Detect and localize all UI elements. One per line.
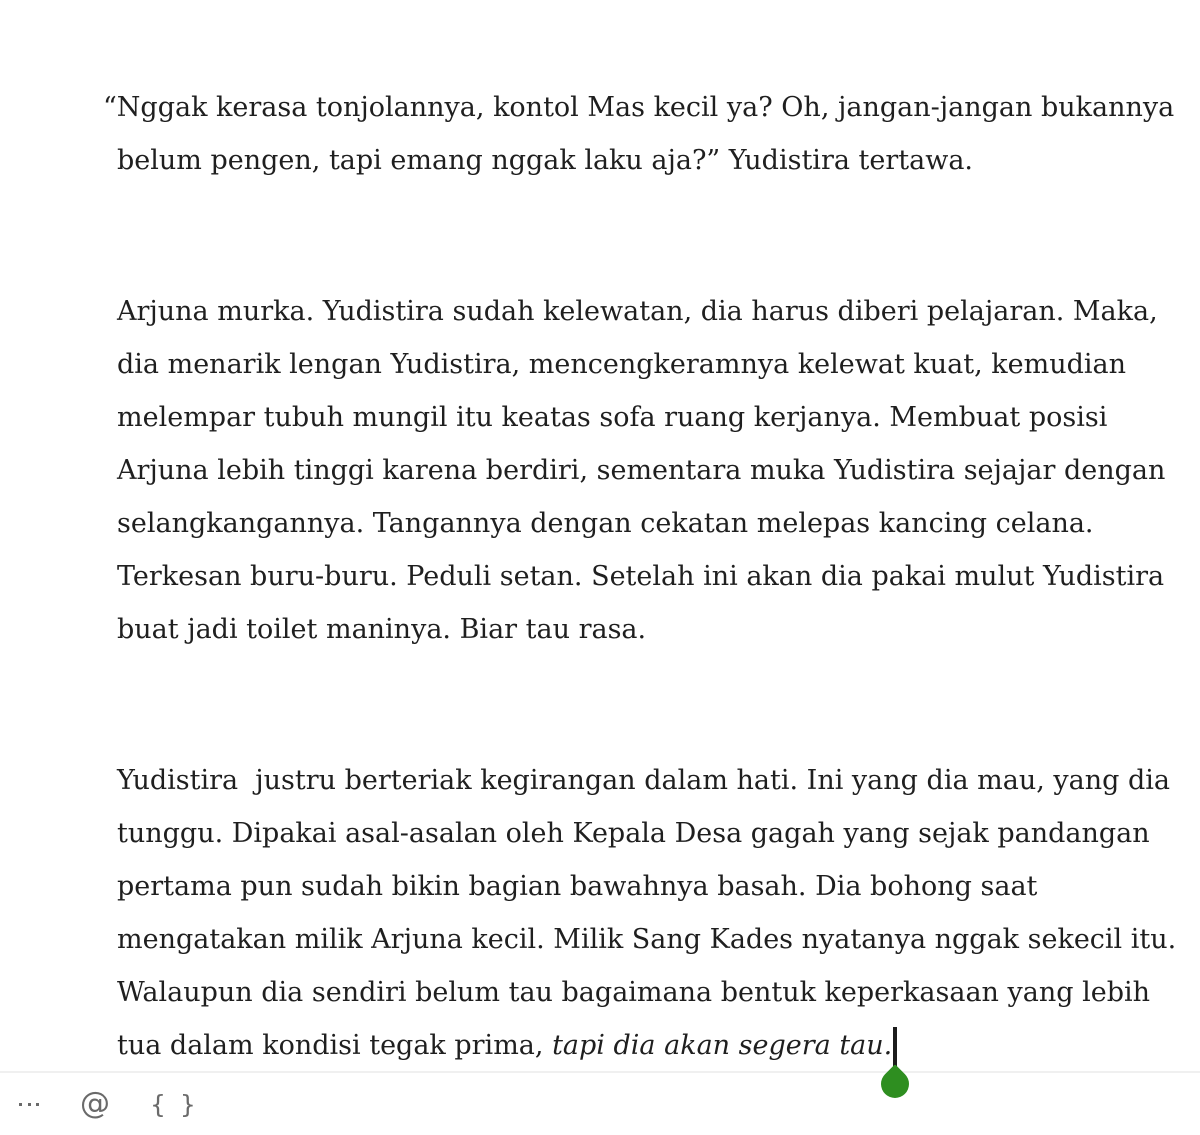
text-segment: “Nggak kerasa tonjolannya, kontol Mas kecil ya? Oh, jangan-jangan bukannya	[103, 92, 1175, 123]
text-segment-italic: tapi dia akan segera tau.	[552, 1030, 893, 1061]
text-segment: Arjuna murka. Yudistira sudah kelewatan, dia harus diberi pelajaran. Maka,	[117, 296, 1158, 327]
text-line	[117, 913, 1177, 966]
text-editor[interactable]	[103, 81, 1177, 1072]
text-segment: tunggu. Dipakai asal-asalan oleh Kepala Desa gagah yang sejak pandangan	[117, 818, 1150, 849]
mention-icon[interactable]: @	[80, 1086, 110, 1121]
text-line	[117, 966, 1151, 1019]
text-line	[117, 807, 1150, 860]
text-segment: Yudistira justru berteriak kegirangan dalam hati. Ini yang dia mau, yang dia	[117, 765, 1171, 796]
format-lines-icon[interactable]	[17, 1099, 41, 1110]
text-segment: melempar tubuh mungil itu keatas sofa ruang kerjanya. Membuat posisi	[117, 402, 1108, 433]
text-cursor	[893, 1027, 897, 1067]
paragraph	[117, 754, 1177, 1072]
format-lines-icon-glyph	[17, 1099, 41, 1110]
paragraph	[117, 285, 1166, 656]
text-segment: Arjuna lebih tinggi karena berdiri, sementara muka Yudistira sejajar dengan	[117, 455, 1166, 486]
text-segment: Terkesan buru-buru. Peduli setan. Setelah ini akan dia pakai mulut Yudistira	[117, 561, 1165, 592]
text-line	[117, 754, 1171, 807]
text-line	[117, 338, 1127, 391]
text-line	[117, 1019, 1117, 1072]
text-line	[117, 603, 1117, 656]
text-line	[117, 550, 1165, 603]
text-segment: selangkangannya. Tangannya dengan cekatan melepas kancing celana.	[117, 508, 1094, 539]
text-line	[117, 134, 1117, 187]
bottom-toolbar	[0, 1071, 1200, 1135]
text-segment: mengatakan milik Arjuna kecil. Milik Sang Kades nyatanya nggak sekecil itu.	[117, 924, 1177, 955]
text-line	[117, 391, 1117, 444]
text-segment: Walaupun dia sendiri belum tau bagaimana bentuk keperkasaan yang lebih	[117, 977, 1151, 1008]
text-line	[103, 81, 1175, 134]
text-segment: buat jadi toilet maninya. Biar tau rasa.	[117, 614, 647, 645]
text-line	[117, 860, 1117, 913]
text-segment: belum pengen, tapi emang nggak laku aja?” Yudistira tertawa.	[117, 145, 973, 176]
text-line	[117, 285, 1158, 338]
text-line	[117, 444, 1166, 497]
text-segment: dia menarik lengan Yudistira, mencengkeramnya kelewat kuat, kemudian	[117, 349, 1127, 380]
text-line	[117, 497, 1117, 550]
text-segment: pertama pun sudah bikin bagian bawahnya basah. Dia bohong saat	[117, 871, 1038, 902]
paragraph	[103, 81, 1175, 187]
braces-icon[interactable]: { }	[150, 1089, 199, 1119]
text-segment: tua dalam kondisi tegak prima,	[117, 1030, 553, 1061]
